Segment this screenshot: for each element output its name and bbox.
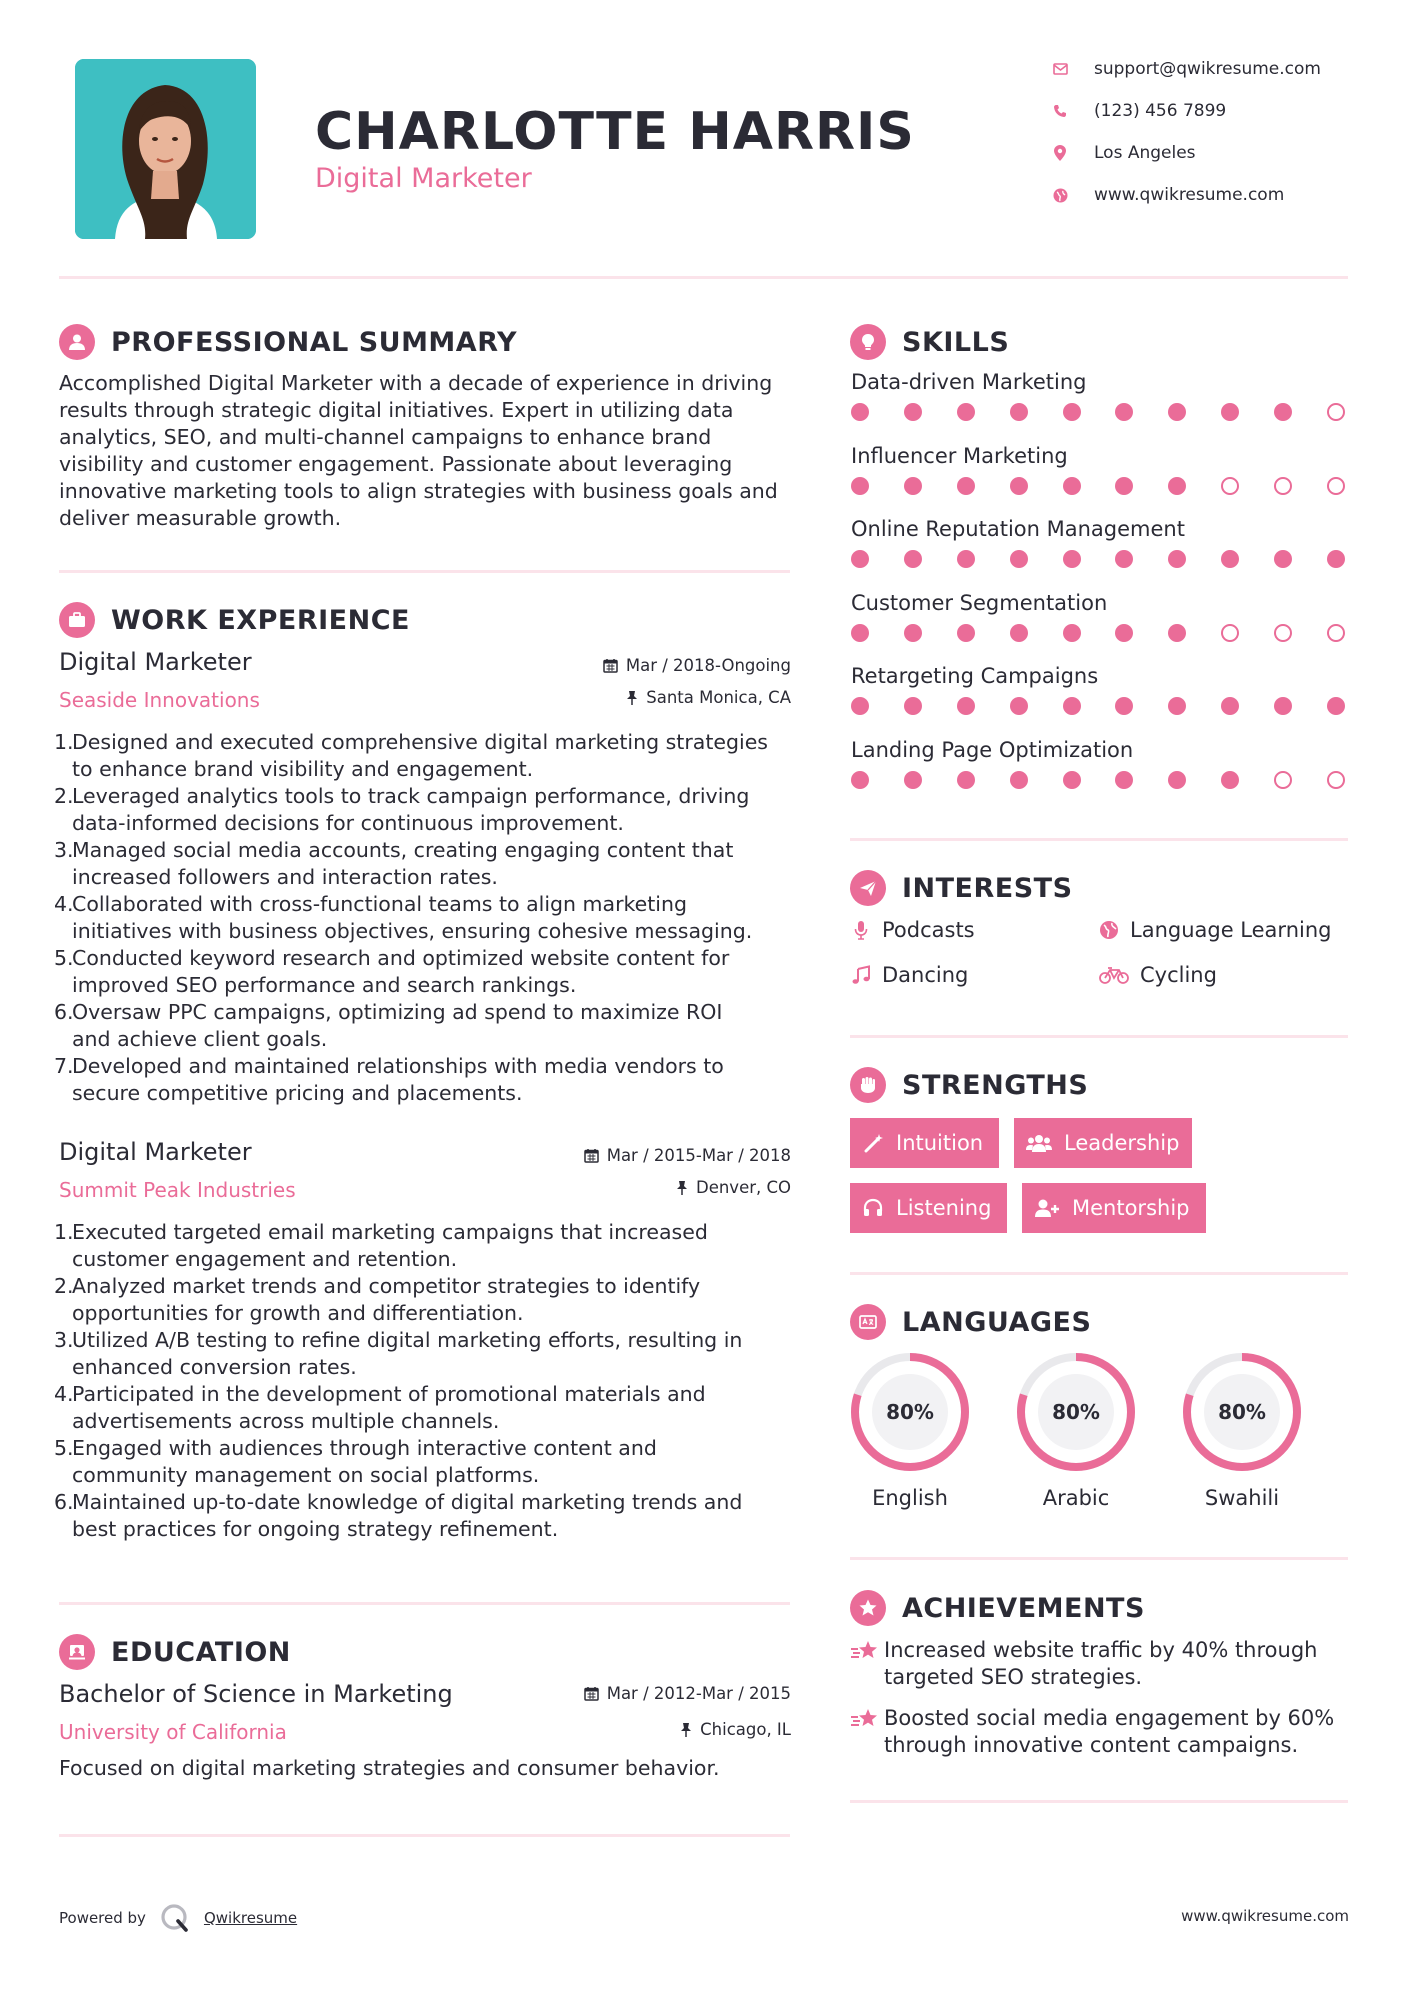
rating-dot-filled [1115, 771, 1133, 789]
skill-rating [851, 550, 1345, 568]
strength-label: Intuition [896, 1131, 984, 1155]
skill-row [851, 517, 1345, 568]
rating-dot-filled [904, 403, 922, 421]
rating-dot-filled [904, 477, 922, 495]
skills-heading [850, 324, 1009, 360]
duty-item [54, 1489, 794, 1543]
gauge-percent: 80% [1218, 1400, 1266, 1424]
job-location-text: Santa Monica, CA [646, 688, 791, 707]
shooting-star-icon [850, 1637, 884, 1691]
contact-location-text: Los Angeles [1094, 143, 1196, 163]
rating-dot-filled [1010, 403, 1028, 421]
rating-dot-filled [851, 624, 869, 642]
paper-plane-icon [850, 870, 886, 906]
skill-row [851, 591, 1345, 642]
rating-dot-empty [1221, 624, 1239, 642]
job-company: Summit Peak Industries [59, 1178, 296, 1202]
shooting-star-icon [850, 1705, 884, 1759]
music-note-icon [850, 964, 872, 986]
duty-item [54, 1327, 794, 1381]
rating-dot-filled [1274, 697, 1292, 715]
duty-line: improved SEO performance and search rankings. [72, 973, 577, 997]
rating-dot-filled [1010, 550, 1028, 568]
job-title: Digital Marketer [59, 1138, 252, 1166]
pushpin-icon [676, 1180, 688, 1195]
rating-dot-filled [1168, 624, 1186, 642]
user-icon [59, 324, 95, 360]
rating-dot-filled [1221, 771, 1239, 789]
rating-dot-filled [1115, 403, 1133, 421]
globe-icon [1052, 187, 1068, 203]
duty-number: 3. [54, 838, 74, 862]
interest-item [850, 918, 975, 942]
experience-heading [59, 602, 410, 638]
skill-row [851, 370, 1345, 421]
duty-number: 3. [54, 1328, 74, 1352]
skill-name: Influencer Marketing [851, 443, 1068, 468]
experience-title: WORK EXPERIENCE [111, 604, 410, 636]
job-dates-text: Mar / 2018-Ongoing [625, 656, 791, 675]
rating-dot-filled [1327, 550, 1345, 568]
achievement-line: through innovative content campaigns. [884, 1733, 1299, 1757]
duty-item [54, 999, 794, 1053]
education-dates-text: Mar / 2012-Mar / 2015 [606, 1684, 791, 1703]
footer-powered-label: Powered by [59, 1909, 146, 1927]
job-company: Seaside Innovations [59, 688, 260, 712]
rating-dot-filled [904, 771, 922, 789]
language-gauge [855, 1357, 965, 1467]
duty-line: Executed targeted email marketing campaigns that increased [72, 1220, 708, 1244]
duty-number: 5. [54, 946, 74, 970]
rating-dot-empty [1274, 624, 1292, 642]
duty-item [54, 891, 794, 945]
education-divider [59, 1834, 790, 1837]
duty-line: increased followers and interaction rates. [72, 865, 498, 889]
rating-dot-filled [851, 477, 869, 495]
duty-line: Collaborated with cross-functional teams to align marketing [72, 892, 688, 916]
rating-dot-filled [1063, 771, 1081, 789]
duty-line: Developed and maintained relationships with media vendors to [72, 1054, 724, 1078]
contact-email-text: support@qwikresume.com [1094, 59, 1321, 79]
rating-dot-filled [1010, 624, 1028, 642]
duty-number: 6. [54, 1000, 74, 1024]
education-degree: Bachelor of Science in Marketing [59, 1680, 453, 1708]
interest-label: Podcasts [882, 918, 975, 942]
duty-item [54, 1381, 794, 1435]
rating-dot-filled [1168, 697, 1186, 715]
interest-label: Cycling [1140, 963, 1217, 987]
interest-label: Dancing [882, 963, 969, 987]
rating-dot-filled [851, 771, 869, 789]
rating-dot-filled [957, 771, 975, 789]
education-description: Focused on digital marketing strategies and consumer behavior. [59, 1756, 720, 1780]
language-name: Swahili [1204, 1486, 1280, 1510]
user-plus-icon [1034, 1197, 1060, 1219]
summary-line: deliver measurable growth. [59, 506, 342, 530]
star-badge-icon [850, 1590, 886, 1626]
job-location-text: Denver, CO [695, 1178, 791, 1197]
interest-item [1098, 963, 1217, 987]
duty-item [54, 1053, 794, 1107]
footer-website[interactable]: www.qwikresume.com [1181, 1907, 1349, 1925]
strengths-title: STRENGTHS [902, 1069, 1089, 1101]
duty-line: Designed and executed comprehensive digital marketing strategies [72, 730, 768, 754]
skill-rating [851, 697, 1345, 715]
rating-dot-empty [1327, 403, 1345, 421]
education-dates [540, 1684, 791, 1703]
duty-line: opportunities for growth and differentiation. [72, 1301, 524, 1325]
job-location [540, 1178, 791, 1197]
duty-item [54, 1435, 794, 1489]
duty-item [54, 837, 794, 891]
rating-dot-filled [1115, 697, 1133, 715]
duty-number: 6. [54, 1490, 74, 1514]
language-gauge [1187, 1357, 1297, 1467]
gauge-percent: 80% [1052, 1400, 1100, 1424]
header-divider [59, 276, 1348, 279]
duty-line: Participated in the development of promotional materials and [72, 1382, 706, 1406]
duty-line: and achieve client goals. [72, 1027, 328, 1051]
rating-dot-filled [1010, 697, 1028, 715]
summary-title: PROFESSIONAL SUMMARY [111, 326, 518, 358]
summary-line: innovative marketing tools to align strategies with business goals and [59, 479, 778, 503]
phone-icon [1052, 103, 1068, 119]
duty-line: Engaged with audiences through interactive content and [72, 1436, 657, 1460]
education-title: EDUCATION [111, 1636, 291, 1668]
summary-divider [59, 570, 790, 573]
candidate-name: CHARLOTTE HARRIS [315, 102, 915, 162]
microphone-icon [850, 919, 872, 941]
duty-line: advertisements across multiple channels. [72, 1409, 500, 1433]
rating-dot-empty [1274, 771, 1292, 789]
rating-dot-filled [1221, 697, 1239, 715]
rating-dot-filled [851, 403, 869, 421]
rating-dot-filled [1168, 403, 1186, 421]
skill-name: Customer Segmentation [851, 590, 1108, 615]
rating-dot-filled [1063, 477, 1081, 495]
duty-number: 1. [54, 1220, 74, 1244]
duty-line: Managed social media accounts, creating engaging content that [72, 838, 734, 862]
strength-tag-mentorship [1022, 1183, 1206, 1233]
duty-line: Analyzed market trends and competitor strategies to identify [72, 1274, 701, 1298]
interests-heading [850, 870, 1073, 906]
achievement-item [850, 1705, 1348, 1759]
job-dates [540, 1146, 791, 1165]
achievement-line: targeted SEO strategies. [884, 1665, 1143, 1689]
rating-dot-filled [957, 550, 975, 568]
rating-dot-filled [1063, 403, 1081, 421]
fist-icon [850, 1067, 886, 1103]
contact-phone-text: (123) 456 7899 [1094, 101, 1227, 121]
contact-phone[interactable] [1052, 99, 1226, 123]
duty-number: 5. [54, 1436, 74, 1460]
rating-dot-filled [1063, 697, 1081, 715]
interests-title: INTERESTS [902, 872, 1073, 904]
rating-dot-empty [1327, 771, 1345, 789]
job-dates [540, 656, 791, 675]
calendar-icon [603, 658, 618, 673]
skill-name: Data-driven Marketing [851, 370, 1087, 394]
strengths-heading [850, 1067, 1088, 1103]
skill-rating [851, 624, 1345, 642]
skill-rating [851, 477, 1345, 495]
rating-dot-empty [1327, 624, 1345, 642]
skill-rating [851, 403, 1345, 421]
duty-line: secure competitive pricing and placements. [72, 1081, 523, 1105]
duty-number: 2. [54, 1274, 74, 1298]
strength-label: Listening [896, 1196, 992, 1220]
rating-dot-filled [1115, 624, 1133, 642]
rating-dot-filled [851, 697, 869, 715]
contact-location [1052, 141, 1196, 165]
summary-heading [59, 324, 517, 360]
duty-line: Utilized A/B testing to refine digital marketing efforts, resulting in [72, 1328, 743, 1352]
duty-line: initiatives with business objectives, ensuring cohesive messaging. [72, 919, 753, 943]
language-name: Arabic [1042, 1486, 1110, 1510]
rating-dot-empty [1274, 477, 1292, 495]
achievement-line: Increased website traffic by 40% through [884, 1638, 1318, 1662]
calendar-icon [584, 1686, 599, 1701]
footer-powered-by [59, 1903, 297, 1933]
rating-dot-filled [851, 550, 869, 568]
pushpin-icon [626, 690, 638, 705]
calendar-icon [584, 1148, 599, 1163]
summary-line: visibility and customer engagement. Passionate about leveraging [59, 452, 733, 476]
translate-icon [850, 1304, 886, 1340]
summary-line: results through strategic digital initiatives. Expert in utilizing data [59, 398, 734, 422]
rating-dot-empty [1221, 477, 1239, 495]
headphones-icon [862, 1197, 884, 1219]
rating-dot-empty [1327, 477, 1345, 495]
users-icon [1026, 1132, 1052, 1154]
interest-item [1098, 918, 1331, 942]
skill-row [851, 444, 1345, 495]
job-title: Digital Marketer [59, 648, 252, 676]
rating-dot-filled [1168, 477, 1186, 495]
language-gauge [1021, 1357, 1131, 1467]
contact-website-text: www.qwikresume.com [1094, 185, 1285, 205]
job-duties-list [54, 729, 794, 1107]
gauge-percent: 80% [886, 1400, 934, 1424]
languages-heading [850, 1304, 1091, 1340]
rating-dot-filled [1115, 550, 1133, 568]
rating-dot-filled [1010, 771, 1028, 789]
duty-number: 4. [54, 892, 74, 916]
pushpin-icon [680, 1722, 692, 1737]
achievements-divider [850, 1800, 1348, 1803]
education-school: University of California [59, 1720, 287, 1744]
rating-dot-filled [1274, 403, 1292, 421]
experience-divider [59, 1602, 790, 1605]
rating-dot-filled [1221, 403, 1239, 421]
rating-dot-filled [1115, 477, 1133, 495]
achievement-item [850, 1637, 1348, 1691]
rating-dot-filled [1274, 550, 1292, 568]
rating-dot-filled [904, 624, 922, 642]
duty-number: 7. [54, 1054, 74, 1078]
rating-dot-filled [1168, 550, 1186, 568]
job-dates-text: Mar / 2015-Mar / 2018 [606, 1146, 791, 1165]
skill-row [851, 738, 1345, 789]
contact-email[interactable] [1052, 57, 1321, 81]
achievements-title: ACHIEVEMENTS [902, 1592, 1145, 1624]
duty-line: Oversaw PPC campaigns, optimizing ad spend to maximize ROI [72, 1000, 723, 1024]
footer-brand-link[interactable]: Qwikresume [203, 1909, 298, 1927]
summary-line: Accomplished Digital Marketer with a decade of experience in driving [59, 371, 773, 395]
job-duties-list [54, 1219, 794, 1543]
rating-dot-filled [904, 697, 922, 715]
skills-title: SKILLS [902, 326, 1010, 358]
lightbulb-icon [850, 324, 886, 360]
duty-number: 4. [54, 1382, 74, 1406]
languages-title: LANGUAGES [902, 1306, 1092, 1338]
skill-row [851, 664, 1345, 715]
duty-item [54, 783, 794, 837]
rating-dot-filled [957, 477, 975, 495]
strength-tag-leadership [1014, 1118, 1192, 1168]
strength-tag-listening [850, 1183, 1007, 1233]
qwikresume-logo-icon [160, 1903, 190, 1933]
strength-label: Mentorship [1072, 1196, 1190, 1220]
language-name: English [872, 1486, 948, 1510]
rating-dot-filled [957, 624, 975, 642]
duty-line: community management on social platforms. [72, 1463, 540, 1487]
education-location-text: Chicago, IL [700, 1720, 791, 1739]
duty-line: customer engagement and retention. [72, 1247, 458, 1271]
magic-wand-icon [862, 1132, 884, 1154]
duty-number: 2. [54, 784, 74, 808]
duty-line: Maintained up-to-date knowledge of digital marketing trends and [72, 1490, 743, 1514]
rating-dot-filled [1063, 550, 1081, 568]
duty-line: best practices for ongoing strategy refinement. [72, 1517, 559, 1541]
rating-dot-filled [1010, 477, 1028, 495]
interests-divider [850, 1035, 1348, 1038]
strengths-divider [850, 1272, 1348, 1275]
duty-item [54, 729, 794, 783]
strength-label: Leadership [1064, 1131, 1180, 1155]
skill-name: Online Reputation Management [851, 517, 1185, 541]
education-heading [59, 1634, 291, 1670]
globe-icon [1098, 919, 1120, 941]
skill-rating [851, 771, 1345, 789]
duty-line: Leveraged analytics tools to track campaign performance, driving [72, 784, 750, 808]
achievements-heading [850, 1590, 1145, 1626]
strength-tag-intuition [850, 1118, 999, 1168]
rating-dot-filled [957, 403, 975, 421]
duty-line: to enhance brand visibility and engagement. [72, 757, 534, 781]
duty-line: enhanced conversion rates. [72, 1355, 357, 1379]
rating-dot-filled [1063, 624, 1081, 642]
duty-item [54, 1219, 794, 1273]
duty-item [54, 945, 794, 999]
duty-line: data-informed decisions for continuous improvement. [72, 811, 624, 835]
duty-line: Conducted keyword research and optimized website content for [72, 946, 730, 970]
profile-photo [75, 59, 256, 239]
duty-number: 1. [54, 730, 74, 754]
interest-label: Language Learning [1130, 918, 1332, 942]
skills-divider [850, 838, 1348, 841]
rating-dot-filled [1327, 697, 1345, 715]
skill-name: Retargeting Campaigns [851, 664, 1099, 688]
contact-website[interactable] [1052, 183, 1284, 207]
rating-dot-filled [1221, 550, 1239, 568]
bicycle-icon [1098, 964, 1130, 986]
candidate-role: Digital Marketer [315, 163, 532, 194]
graduation-icon [59, 1634, 95, 1670]
rating-dot-filled [957, 697, 975, 715]
briefcase-icon [59, 602, 95, 638]
summary-line: analytics, SEO, and multi-channel campaigns to enhance brand [59, 425, 712, 449]
interest-item [850, 963, 968, 987]
achievement-line: Boosted social media engagement by 60% [884, 1706, 1335, 1730]
education-location [540, 1720, 791, 1739]
rating-dot-filled [904, 550, 922, 568]
envelope-icon [1052, 61, 1068, 77]
map-pin-icon [1052, 145, 1068, 161]
skill-name: Landing Page Optimization [851, 737, 1134, 762]
summary-text [59, 370, 799, 532]
languages-divider [850, 1557, 1348, 1560]
duty-item [54, 1273, 794, 1327]
job-location [540, 688, 791, 707]
rating-dot-filled [1168, 771, 1186, 789]
